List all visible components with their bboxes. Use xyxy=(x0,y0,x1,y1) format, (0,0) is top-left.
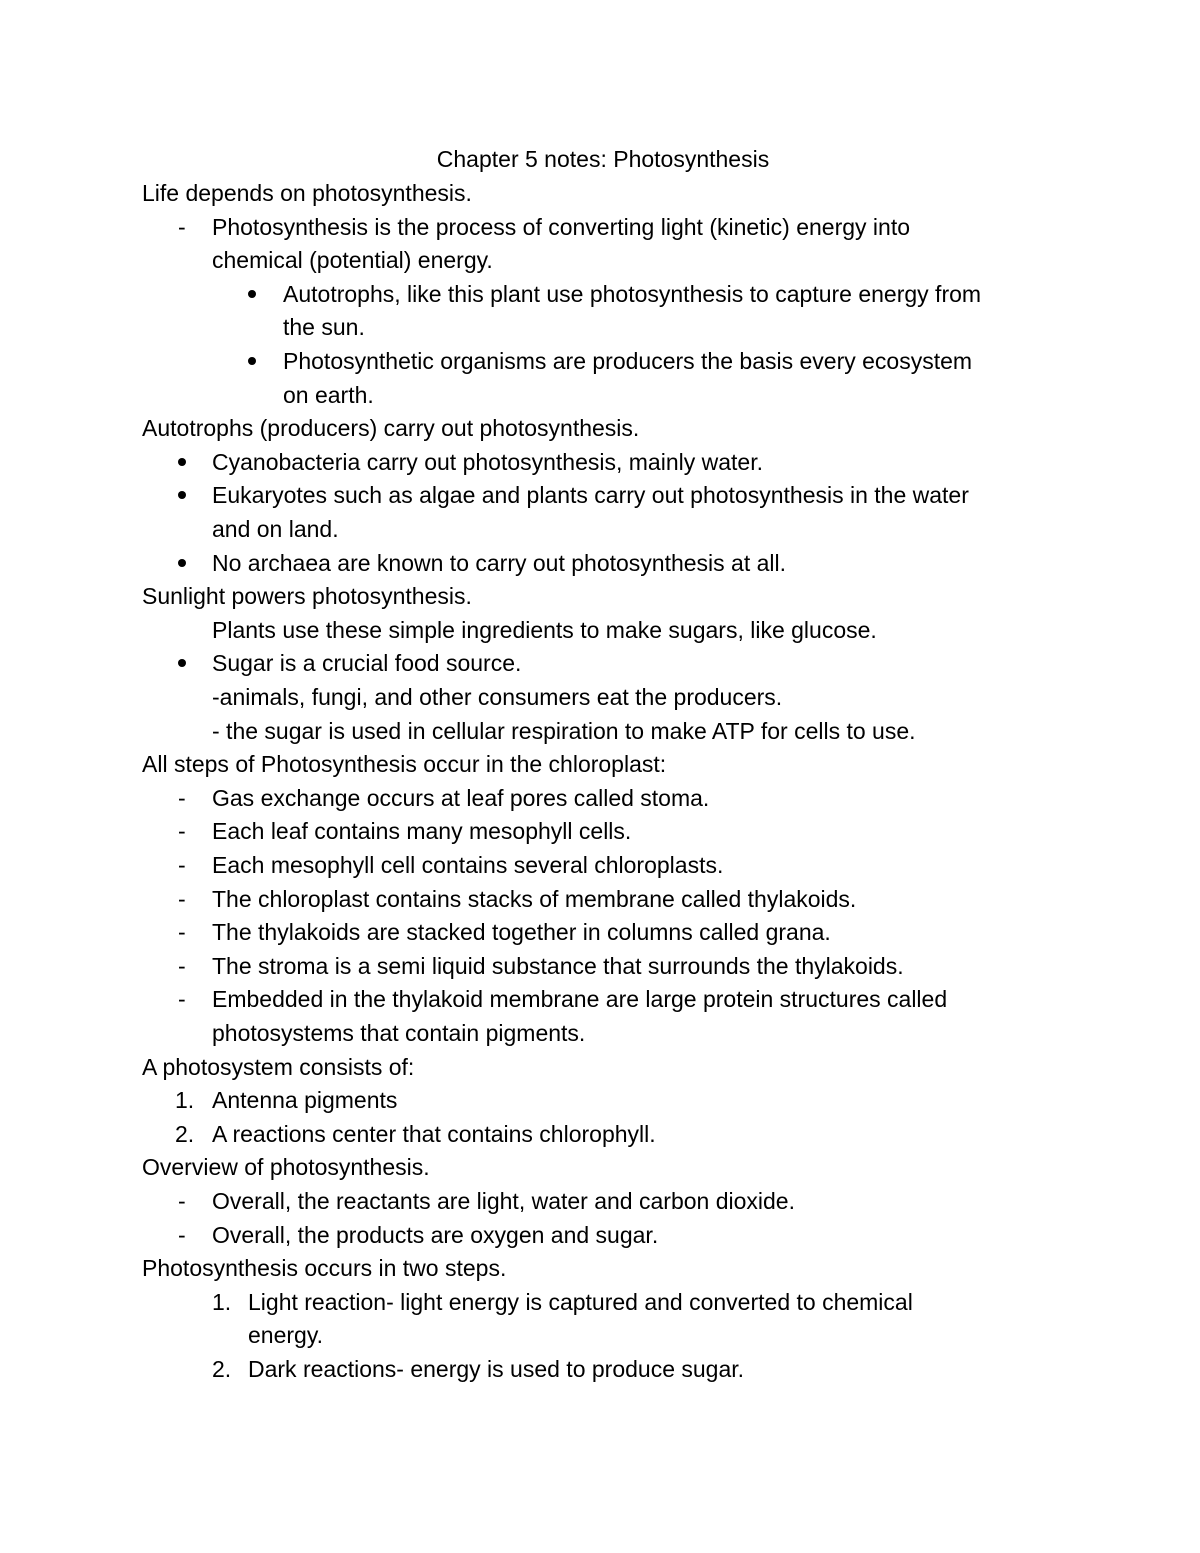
dash-marker: - xyxy=(178,1188,186,1214)
bullet-icon xyxy=(178,458,186,466)
section-heading: All steps of Photosynthesis occur in the chloroplast: xyxy=(142,751,667,778)
bullet-icon xyxy=(178,559,186,567)
list-item-text: Eukaryotes such as algae and plants carry out photosynthesis in the water xyxy=(212,482,969,509)
list-item-text: Each leaf contains many mesophyll cells. xyxy=(212,818,632,845)
list-item-text: Dark reactions- energy is used to produce sugar. xyxy=(248,1356,745,1382)
list-item-text: Overall, the products are oxygen and sugar. xyxy=(212,1221,659,1248)
dash-marker: - xyxy=(178,919,186,946)
dash-marker: - xyxy=(178,818,186,845)
list-item-text: Cyanobacteria carry out photosynthesis, mainly water. xyxy=(212,448,763,475)
dash-marker: - xyxy=(178,952,186,979)
page-title: Chapter 5 notes: Photosynthesis xyxy=(436,146,770,172)
section-heading: Overview of photosynthesis. xyxy=(142,1154,430,1181)
list-item-text: Antenna pigments xyxy=(212,1087,398,1114)
number-marker: 1. xyxy=(175,1087,195,1114)
list-item-text: Autotrophs, like this plant use photosynthesis to capture energy from xyxy=(283,280,982,307)
list-item-text: A reactions center that contains chlorophyll. xyxy=(212,1120,656,1147)
list-item-text: energy. xyxy=(248,1322,324,1349)
dash-marker: - xyxy=(178,784,186,811)
number-marker: 2. xyxy=(212,1356,232,1382)
section-heading: Sunlight powers photosynthesis. xyxy=(142,583,472,610)
list-item-text: Gas exchange occurs at leaf pores called stoma. xyxy=(212,784,710,811)
dash-marker: - xyxy=(178,885,186,912)
dash-marker: - xyxy=(178,852,186,878)
section-heading: A photosystem consists of: xyxy=(142,1053,415,1080)
bullet-icon xyxy=(178,491,186,499)
list-item-text: and on land. xyxy=(212,516,339,542)
list-item-text: The thylakoids are stacked together in columns called grana. xyxy=(212,919,831,946)
number-marker: 1. xyxy=(212,1288,232,1315)
section-heading: Photosynthesis occurs in two steps. xyxy=(142,1255,507,1282)
dash-marker: - xyxy=(178,1221,186,1248)
list-item-text: -animals, fungi, and other consumers eat the producers. xyxy=(212,684,783,710)
dash-marker: - xyxy=(178,986,186,1013)
list-item-text: The stroma is a semi liquid substance that surrounds the thylakoids. xyxy=(212,952,904,979)
list-item-text: Light reaction- light energy is captured and converted to chemical xyxy=(248,1288,913,1315)
list-item-text: photosystems that contain pigments. xyxy=(212,1020,586,1046)
list-item-text: chemical (potential) energy. xyxy=(212,247,493,274)
list-item-text: Overall, the reactants are light, water and carbon dioxide. xyxy=(212,1188,795,1214)
list-item-text: The chloroplast contains stacks of membrane called thylakoids. xyxy=(212,885,857,912)
list-item-text: Photosynthetic organisms are producers the basis every ecosystem xyxy=(283,348,973,374)
list-item-text: Embedded in the thylakoid membrane are large protein structures called xyxy=(212,986,948,1013)
list-item-text: Plants use these simple ingredients to make sugars, like glucose. xyxy=(212,616,877,643)
number-marker: 2. xyxy=(175,1120,195,1147)
list-item-text: No archaea are known to carry out photosynthesis at all. xyxy=(212,549,787,576)
bullet-icon xyxy=(178,659,186,667)
list-item-text: Sugar is a crucial food source. xyxy=(212,650,522,677)
bullet-icon xyxy=(248,290,256,298)
section-heading: Life depends on photosynthesis. xyxy=(142,180,472,206)
list-item-text: Each mesophyll cell contains several chloroplasts. xyxy=(212,852,724,878)
list-item-text: Photosynthesis is the process of converting light (kinetic) energy into xyxy=(212,213,911,240)
section-heading: Autotrophs (producers) carry out photosynthesis. xyxy=(142,415,640,442)
list-item-text: on earth. xyxy=(283,381,374,408)
list-item-text: - the sugar is used in cellular respiration to make ATP for cells to use. xyxy=(212,717,916,744)
bullet-icon xyxy=(248,357,256,365)
dash-marker: - xyxy=(178,213,186,240)
list-item-text: the sun. xyxy=(283,314,365,341)
